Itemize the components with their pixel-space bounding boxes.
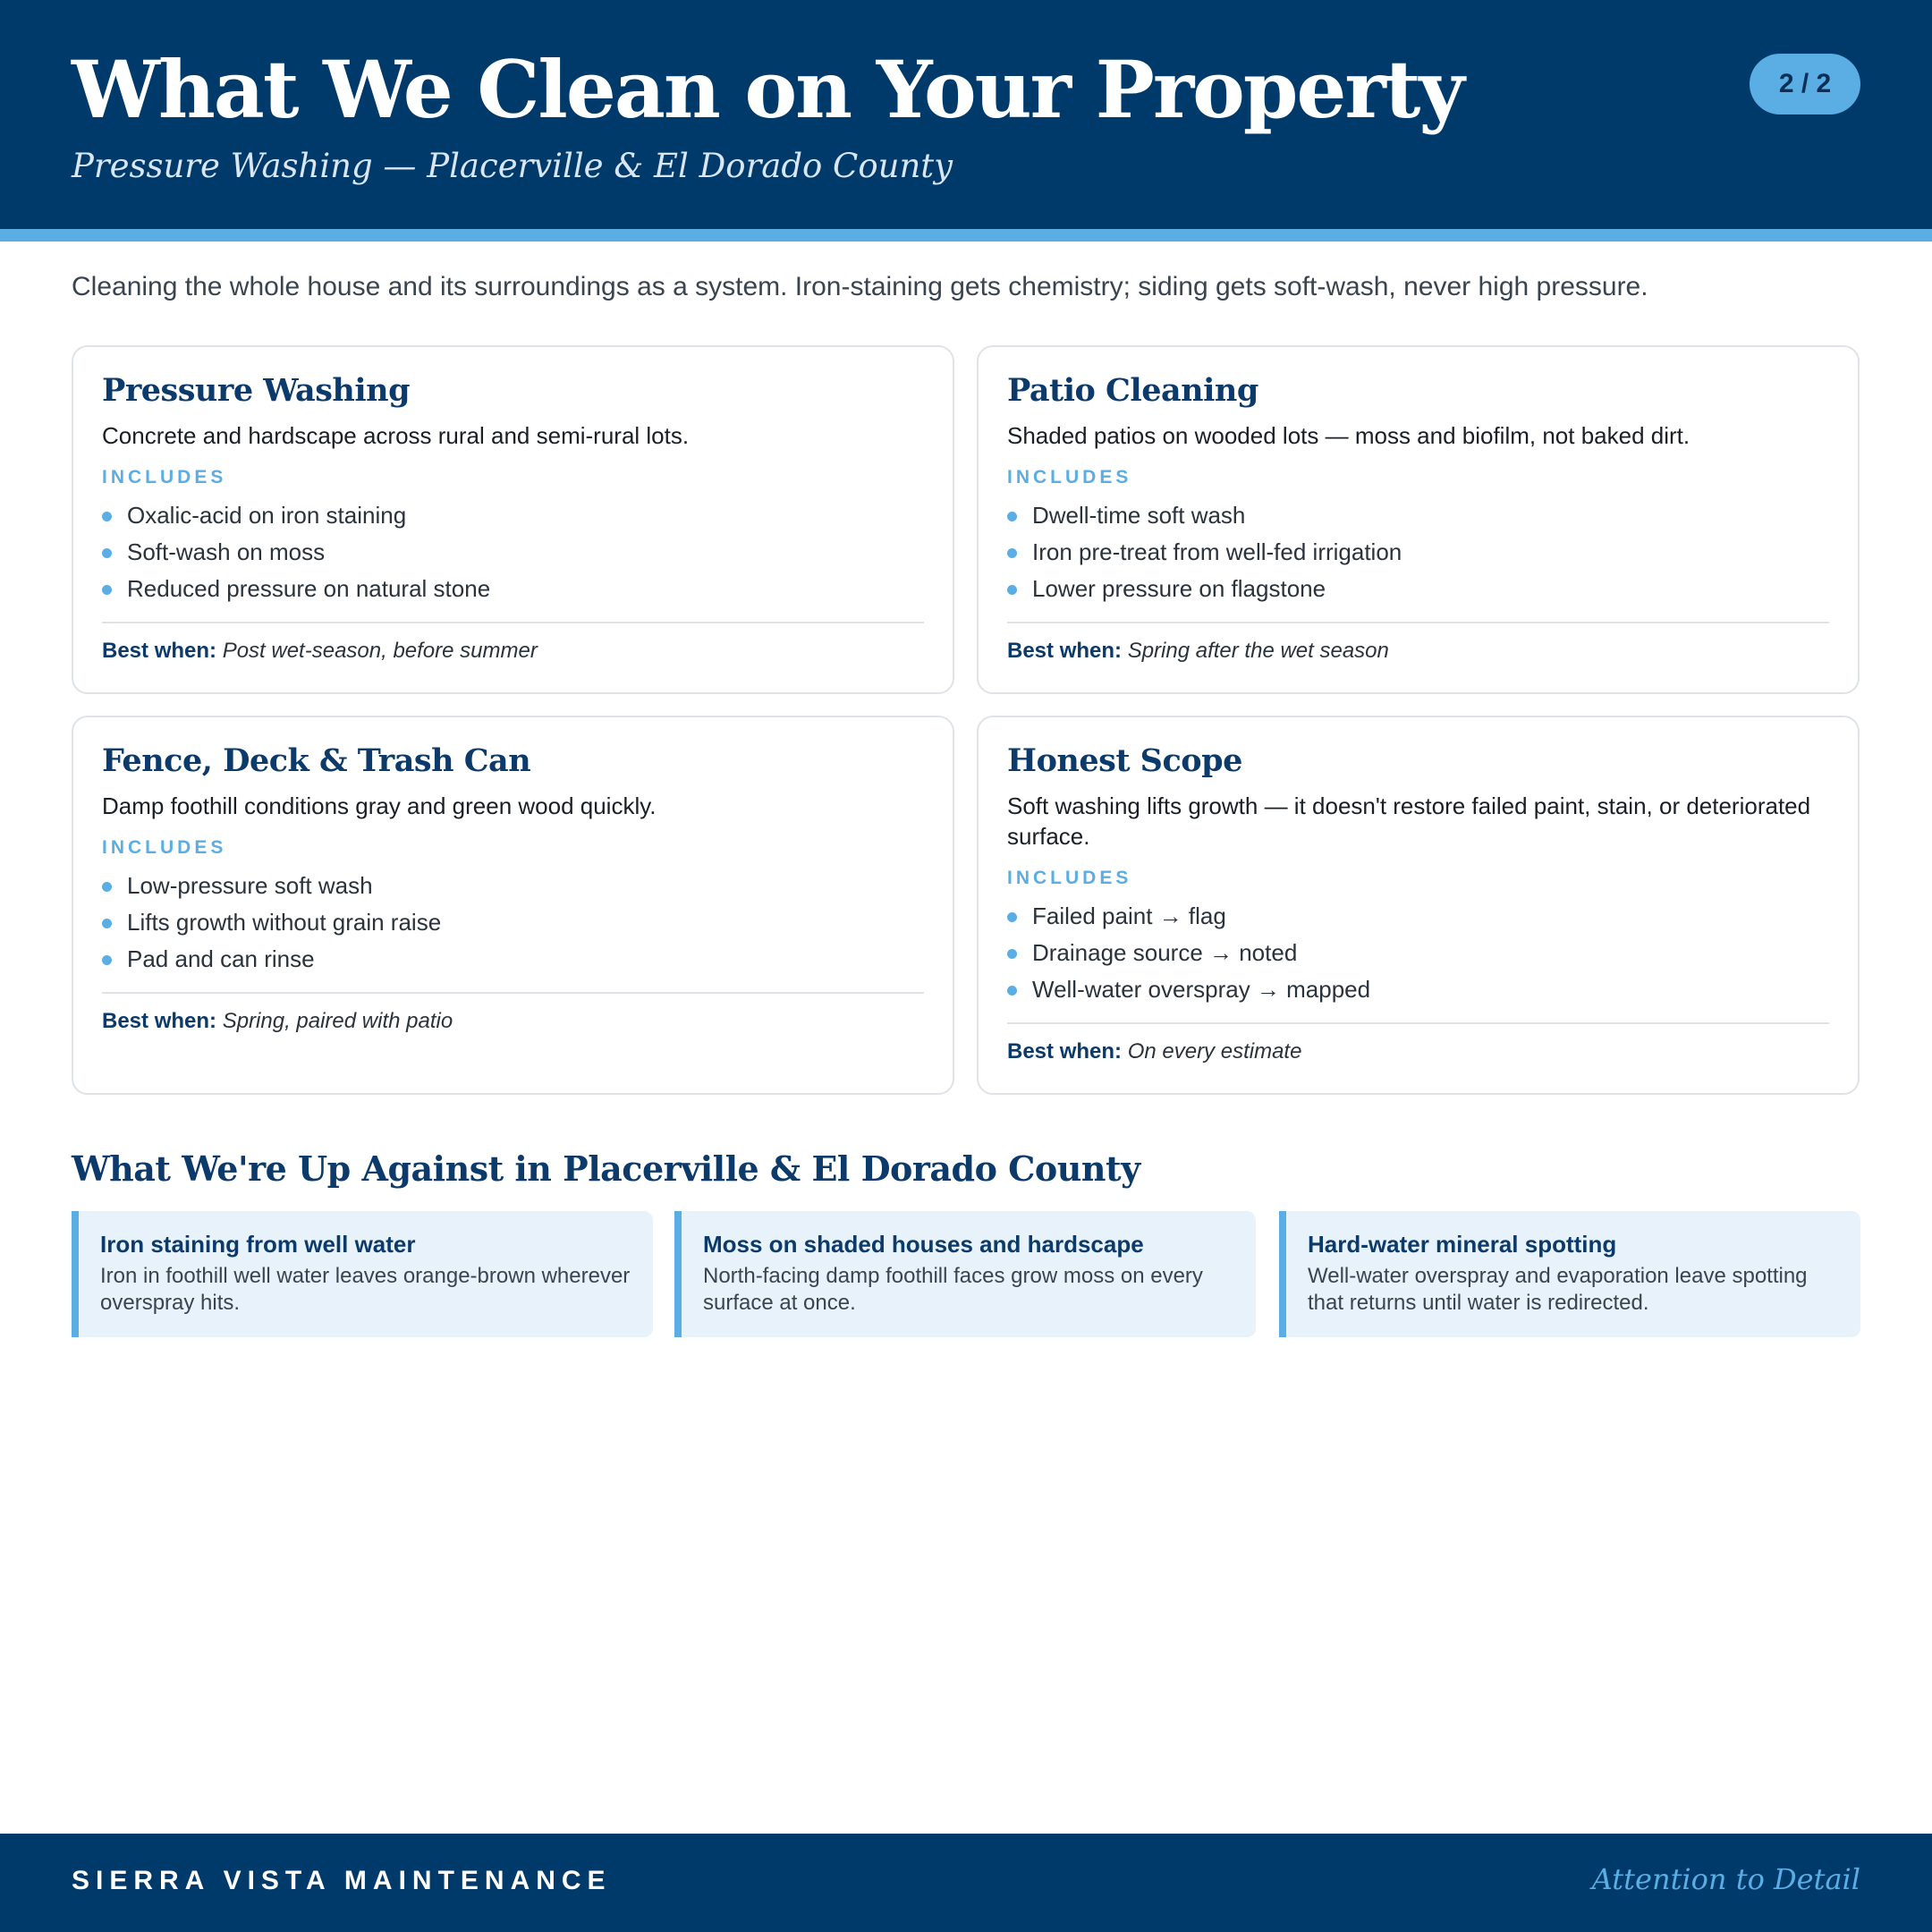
card-description: Damp foothill conditions gray and green wood quickly.: [102, 792, 657, 819]
card-divider: [102, 992, 924, 994]
page-subtitle: Pressure Washing — Placerville & El Dorado County: [72, 147, 953, 185]
list-item-text: Iron pre-treat from well-fed irrigation: [1032, 538, 1402, 565]
list-item: [102, 868, 924, 904]
list-item: [102, 904, 924, 941]
best-when: [1007, 636, 1829, 666]
includes-label: INCLUDES: [1007, 467, 1132, 487]
card-divider: [102, 622, 924, 623]
includes-label: INCLUDES: [1007, 868, 1132, 888]
best-when-value: Spring after the wet season: [1127, 639, 1389, 663]
bullet-icon: [1007, 949, 1017, 959]
list-item-text: Reduced pressure on natural stone: [127, 575, 491, 602]
best-when-value: On every estimate: [1127, 1039, 1302, 1063]
list-item-text: Soft-wash on moss: [127, 538, 326, 565]
list-item-text: Oxalic-acid on iron staining: [127, 502, 407, 529]
page-title: What We Clean on Your Property: [72, 43, 1463, 136]
bullet-icon: [1007, 548, 1017, 558]
service-card-fence-deck-trash-can: [72, 716, 954, 1095]
challenges-section-title: What We're Up Against in Placerville & El Dorado County: [72, 1148, 1140, 1189]
card-divider: [1007, 1022, 1829, 1024]
challenge-title: Hard-water mineral spotting: [1308, 1231, 1617, 1258]
best-when-value: Spring, paired with patio: [222, 1009, 453, 1033]
page-indicator-badge: 2 / 2: [1750, 54, 1860, 114]
best-when-label: Best when:: [1007, 639, 1123, 663]
best-when: [102, 636, 924, 666]
best-when-value: Post wet-season, before summer: [222, 639, 538, 663]
bullet-icon: [102, 955, 112, 965]
bullet-icon: [102, 512, 112, 521]
list-item: [102, 534, 924, 571]
bullet-icon: [102, 882, 112, 892]
list-item: [102, 941, 924, 978]
service-card-honest-scope: [977, 716, 1860, 1095]
list-item-text: Dwell-time soft wash: [1032, 502, 1246, 529]
service-card-pressure-washing: [72, 345, 954, 694]
best-when-label: Best when:: [102, 1009, 217, 1033]
bullet-icon: [1007, 512, 1017, 521]
footer-tagline: Attention to Detail: [1591, 1862, 1860, 1896]
list-item: [1007, 935, 1829, 971]
list-item-text: Pad and can rinse: [127, 945, 315, 972]
best-when-label: Best when:: [1007, 1039, 1123, 1063]
list-item: [102, 497, 924, 534]
includes-label: INCLUDES: [102, 467, 227, 487]
intro-text: Cleaning the whole house and its surroundings as a system. Iron-staining gets chemistry; siding gets soft-wash, never high pressure.: [72, 272, 1648, 301]
list-item: [1007, 898, 1829, 935]
challenge-text: North-facing damp foothill faces grow moss on every surface at once.: [703, 1264, 1203, 1315]
list-item-text: Drainage source → noted: [1032, 939, 1298, 966]
list-item: [1007, 497, 1829, 534]
card-description: Soft washing lifts growth — it doesn't restore failed paint, stain, or deteriorated surface.: [1007, 792, 1811, 850]
page-footer: [0, 1834, 1932, 1932]
challenge-panel-iron-staining: [72, 1211, 653, 1337]
includes-list: [1007, 898, 1829, 1008]
bullet-icon: [102, 585, 112, 595]
challenge-title: Iron staining from well water: [100, 1231, 416, 1258]
page-header: [0, 0, 1932, 229]
challenge-title: Moss on shaded houses and hardscape: [703, 1231, 1144, 1258]
card-title: Fence, Deck & Trash Can: [102, 742, 531, 779]
service-card-patio-cleaning: [977, 345, 1860, 694]
header-accent-stripe: [0, 229, 1932, 242]
challenge-text: Well-water overspray and evaporation leave spotting that returns until water is redirected.: [1308, 1264, 1808, 1315]
list-item-text: Lower pressure on flagstone: [1032, 575, 1326, 602]
bullet-icon: [1007, 585, 1017, 595]
card-title: Patio Cleaning: [1007, 372, 1258, 409]
best-when: [1007, 1037, 1829, 1067]
includes-list: [1007, 497, 1829, 607]
list-item: [1007, 971, 1829, 1008]
challenge-text: Iron in foothill well water leaves orange-brown wherever overspray hits.: [100, 1264, 631, 1315]
card-description: Concrete and hardscape across rural and semi-rural lots.: [102, 422, 690, 449]
card-title: Pressure Washing: [102, 372, 411, 409]
card-divider: [1007, 622, 1829, 623]
list-item-text: Low-pressure soft wash: [127, 872, 373, 899]
list-item: [102, 571, 924, 607]
bullet-icon: [102, 919, 112, 928]
list-item-text: Well-water overspray → mapped: [1032, 976, 1371, 1003]
card-title: Honest Scope: [1007, 742, 1242, 779]
footer-brand: SIERRA VISTA MAINTENANCE: [72, 1866, 612, 1895]
challenge-panel-hard-water: [1279, 1211, 1860, 1337]
includes-list: [102, 497, 924, 607]
bullet-icon: [102, 548, 112, 558]
includes-list: [102, 868, 924, 978]
list-item: [1007, 571, 1829, 607]
bullet-icon: [1007, 986, 1017, 996]
list-item-text: Lifts growth without grain raise: [127, 909, 442, 936]
best-when-label: Best when:: [102, 639, 217, 663]
includes-label: INCLUDES: [102, 837, 227, 858]
list-item-text: Failed paint → flag: [1032, 902, 1226, 929]
bullet-icon: [1007, 912, 1017, 922]
best-when: [102, 1006, 924, 1037]
challenge-panel-moss: [674, 1211, 1256, 1337]
card-description: Shaded patios on wooded lots — moss and biofilm, not baked dirt.: [1007, 422, 1690, 449]
list-item: [1007, 534, 1829, 571]
